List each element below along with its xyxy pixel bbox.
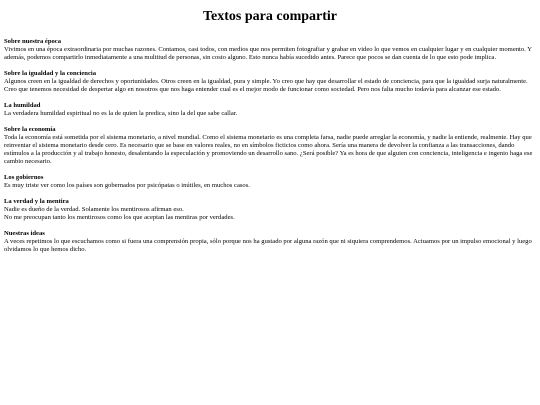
section-heading: La verdad y la mentira (4, 198, 69, 205)
section-nuestras-ideas (4, 230, 536, 254)
section-paragraph: Nadie es dueño de la verdad. Solamente los mentirosos afirman eso. (4, 206, 184, 213)
section-paragraph: No me preocupan tanto los mentirosos como los que aceptan las mentiras por verdades. (4, 214, 235, 221)
page-title: Textos para compartir (202, 9, 338, 24)
section-sobre-nuestra-epoca (4, 38, 536, 62)
section-heading: Sobre la economía (4, 126, 56, 133)
section-verdad-mentira (4, 198, 536, 222)
section-paragraph: Es muy triste ver como los países son gobernados por psicópatas o inútiles, en muchos casos. (4, 182, 250, 189)
section-heading: Sobre la igualdad y la conciencia (4, 70, 97, 77)
section-paragraph: Toda la economía está sometida por el sistema monetario, a nivel mundial. Como el sistema monetario es una completa farsa, nadie puede arreglar la economía, y nadie la entiende, realmente. Hay que reinventar el sistema monetario desde cero. Es necesario que se base en valores reales, no en símbolos ficticios como ahora. Sería una manera de devolver la confianza a las transacciones, dando estímulos a la producción y al trabajo honesto, desalentando la especulación y promoviendo un desarrollo sano. ¿Será posible? Ya es hora de que alguien con conciencia, inteligencia e ingenio haga ese cambio necesario. (4, 134, 533, 165)
section-paragraph: La verdadera humildad espiritual no es la de quien la predica, sino la del que sabe callar. (4, 110, 238, 117)
section-heading: Los gobiernos (4, 174, 44, 181)
section-heading: La humildad (4, 102, 41, 109)
section-humildad (4, 102, 536, 118)
section-paragraph: A veces repetimos lo que escuchamos como si fuera una comprensión propia, sólo porque nos ha gustado por alguna razón que ni siquiera comprendemos. Actuamos por un impulso emocional y luego olvidamos lo que hemos dicho. (4, 238, 532, 253)
section-paragraph: Algunos creen en la igualdad de derechos y oportunidades. Otros creen en la igualdad, pura y simple. Yo creo que hay que desarrollar el estado de conciencia, para que la igualdad surja naturalmente. Creo que tenemos necesidad de despertar algo en nosotros que nos haga entender cual es el mejor modo de funcionar como sociedad. Pero nos falta mucho todavía para alcanzar ese estado. (4, 78, 528, 93)
section-heading: Sobre nuestra época (4, 38, 62, 45)
section-gobiernos (4, 174, 536, 190)
section-paragraph: Vivimos en una época extraordinaria por muchas razones. Contamos, casi todos, con medios que nos permiten fotografiar y grabar en video lo que vemos en cualquier lugar y en cualquier momento. Y además, podemos compartirlo inmediatamente a una multitud de personas, sin costo alguno. Esto nunca había sucedido antes. Parece que pocos se dan cuenta de lo que esto pode implica. (4, 46, 532, 61)
section-igualdad-conciencia (4, 70, 536, 94)
section-economia (4, 126, 536, 166)
section-heading: Nuestras ideas (4, 230, 45, 237)
